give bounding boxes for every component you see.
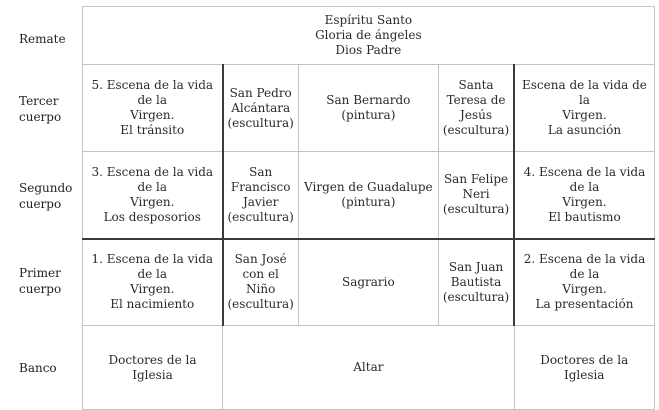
retablo-table xyxy=(82,6,655,410)
banco-cell-left: Doctores de la Iglesia xyxy=(83,326,223,410)
banco-cell-right: Doctores de la Iglesia xyxy=(514,326,654,410)
primer-cell-4: San Juan Bautista (escultura) xyxy=(438,239,514,326)
segundo-cell-5: 4. Escena de la vida de la Virgen. El bautismo xyxy=(514,152,654,239)
row-label-tercer-cuerpo: Tercer cuerpo xyxy=(19,94,62,124)
tercer-cell-2: San Pedro Alcántara (escultura) xyxy=(223,65,299,152)
table-row-segundo-cuerpo xyxy=(83,152,655,239)
tercer-cell-5: Escena de la vida de la Virgen. La asunción xyxy=(514,65,654,152)
row-label-segundo-cuerpo: Segundo cuerpo xyxy=(19,181,73,211)
table-row-banco xyxy=(83,326,655,410)
tercer-cell-3: San Bernardo (pintura) xyxy=(298,65,438,152)
segundo-cell-3: Virgen de Guadalupe (pintura) xyxy=(298,152,438,239)
segundo-cell-1: 3. Escena de la vida de la Virgen. Los desposorios xyxy=(83,152,223,239)
row-label-remate: Remate xyxy=(19,32,66,46)
row-label-banco: Banco xyxy=(19,361,57,375)
table-row-tercer-cuerpo xyxy=(83,65,655,152)
table-row-primer-cuerpo xyxy=(83,239,655,326)
tercer-cell-1: 5. Escena de la vida de la Virgen. El tránsito xyxy=(83,65,223,152)
primer-cell-3: Sagrario xyxy=(298,239,438,326)
tercer-cell-4: Santa Teresa de Jesús (escultura) xyxy=(438,65,514,152)
segundo-cell-2: San Francisco Javier (escultura) xyxy=(223,152,299,239)
remate-cell: Espíritu Santo Gloria de ángeles Dios Padre xyxy=(83,7,655,65)
row-label-primer-cuerpo: Primer cuerpo xyxy=(19,266,62,296)
table-row-remate xyxy=(83,7,655,65)
primer-cell-5: 2. Escena de la vida de la Virgen. La presentación xyxy=(514,239,654,326)
primer-cell-1: 1. Escena de la vida de la Virgen. El nacimiento xyxy=(83,239,223,326)
primer-cell-2: San José con el Niño (escultura) xyxy=(223,239,299,326)
segundo-cell-4: San Felipe Neri (escultura) xyxy=(438,152,514,239)
banco-cell-center: Altar xyxy=(223,326,515,410)
